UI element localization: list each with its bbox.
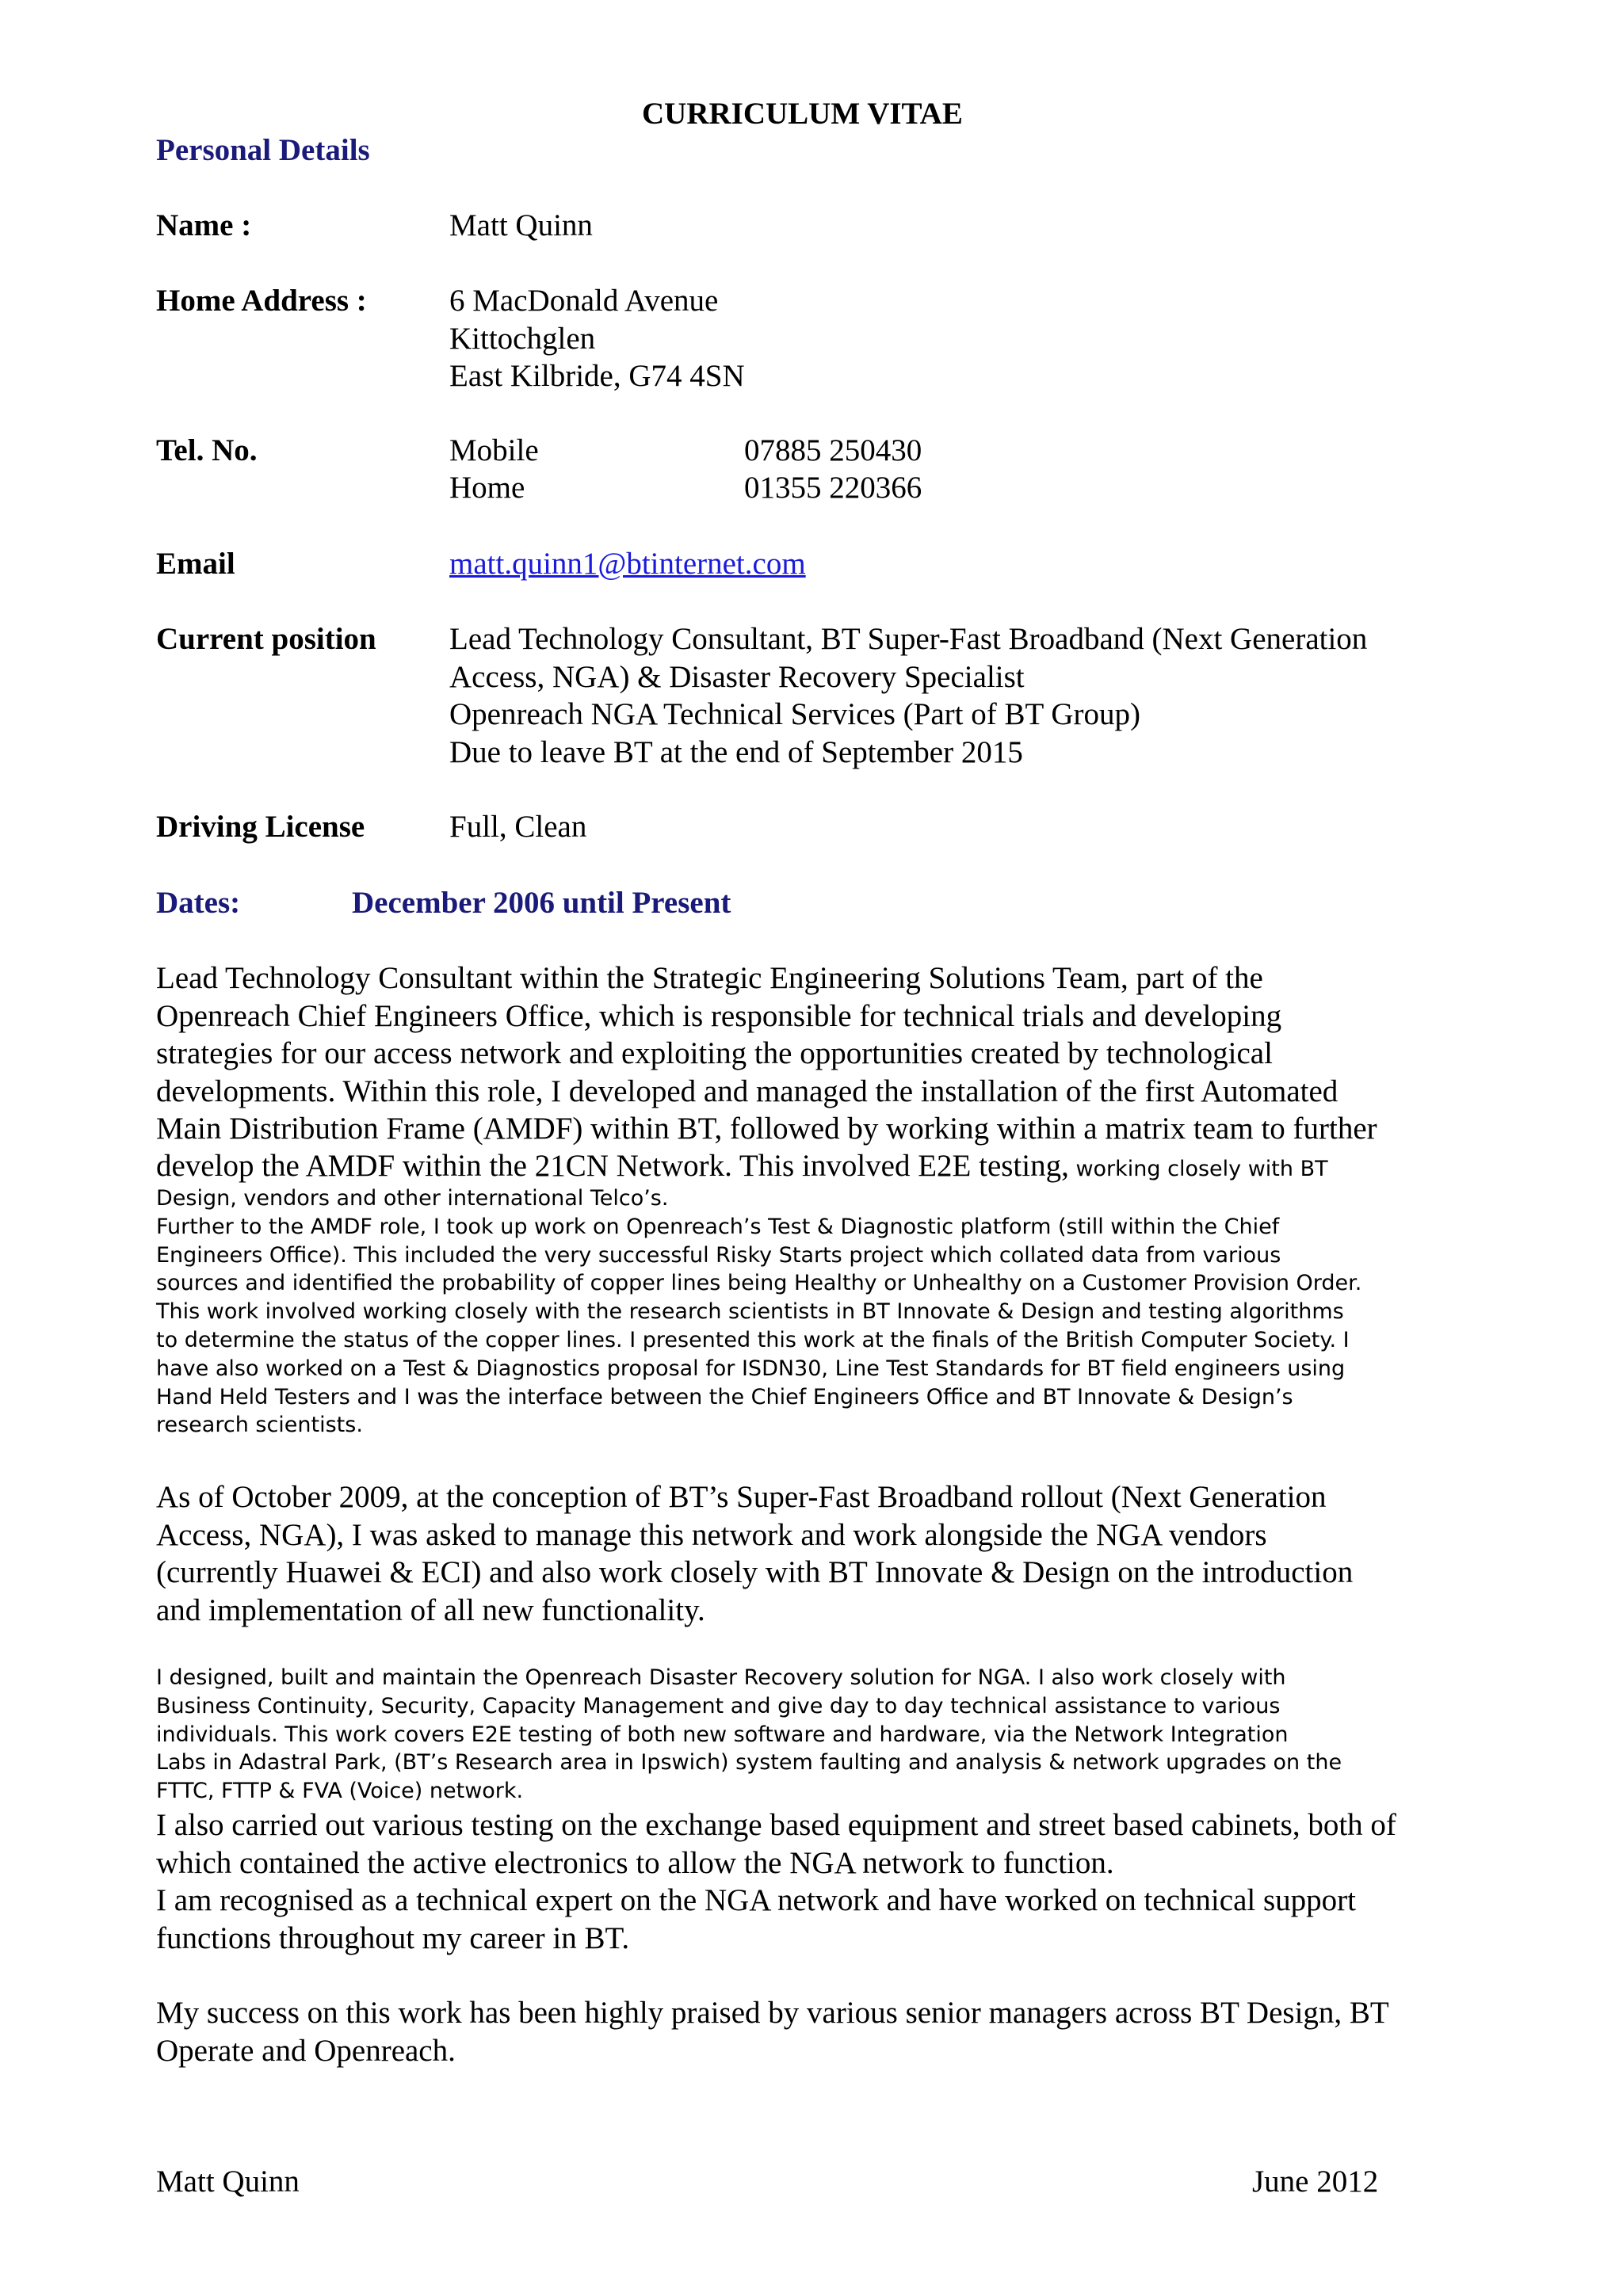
paragraph-line: Further to the AMDF role, I took up work on Openreach’s Test & Diagnostic platform (still within the Chief <box>156 1214 1280 1239</box>
paragraph-line: I designed, built and maintain the Openreach Disaster Recovery solution for NGA. I also work closely with <box>156 1665 1286 1690</box>
footer-name: Matt Quinn <box>156 2164 300 2199</box>
paragraph-mixed-sans: working closely with BT <box>1068 1157 1328 1181</box>
position-line: Access, NGA) & Disaster Recovery Specialist <box>449 659 1025 694</box>
phone-number-home: 01355 220366 <box>744 471 922 505</box>
phone-type-mobile: Mobile <box>449 433 539 467</box>
dates-label: Dates: <box>156 886 241 920</box>
dates-value: December 2006 until Present <box>352 886 731 920</box>
current-position-value <box>449 620 1367 771</box>
paragraph-line: individuals. This work covers E2E testing of both new software and hardware, via the Network Integration <box>156 1722 1289 1747</box>
tel-label: Tel. No. <box>156 433 258 467</box>
name-value: Matt Quinn <box>449 208 593 242</box>
position-line: Due to leave BT at the end of September 2015 <box>449 734 1023 769</box>
experience-paragraph-4 <box>156 1806 1396 1957</box>
paragraph-line: Openreach Chief Engineers Office, which is responsible for technical trials and developing <box>156 998 1282 1033</box>
position-line: Lead Technology Consultant, BT Super-Fast Broadband (Next Generation <box>449 622 1368 656</box>
paragraph-line: Hand Held Testers and I was the interface between the Chief Engineers Office and BT Innovate & Design’s <box>156 1384 1293 1409</box>
address-line: 6 MacDonald Avenue <box>449 284 719 318</box>
paragraph-line: to determine the status of the copper lines. I presented this work at the finals of the British Computer Society. I <box>156 1327 1350 1352</box>
paragraph-line: FTTC, FTTP & FVA (Voice) network. <box>156 1779 524 1804</box>
footer-date: June 2012 <box>1252 2164 1379 2199</box>
home-address-label: Home Address : <box>156 284 367 318</box>
paragraph-line: As of October 2009, at the conception of BT’s Super-Fast Broadband rollout (Next Generation <box>156 1480 1327 1514</box>
paragraph-line: Engineers Office). This included the very successful Risky Starts project which collated data from various <box>156 1242 1281 1268</box>
paragraph-line: Access, NGA), I was asked to manage this network and work alongside the NGA vendors <box>156 1517 1267 1552</box>
email-link[interactable]: matt.quinn1@btinternet.com <box>449 547 806 581</box>
address-line: East Kilbride, G74 4SN <box>449 359 745 393</box>
document-title: CURRICULUM VITAE <box>642 97 963 131</box>
paragraph-mixed-line <box>156 1147 1328 1185</box>
paragraph-line: Business Continuity, Security, Capacity Management and give day to day technical assistance to various <box>156 1693 1281 1718</box>
paragraph-line: My success on this work has been highly praised by various senior managers across BT Design, BT <box>156 1996 1389 2030</box>
paragraph-line: developments. Within this role, I developed and managed the installation of the first Automated <box>156 1074 1338 1108</box>
paragraph-line: have also worked on a Test & Diagnostics proposal for ISDN30, Line Test Standards for BT field engineers using <box>156 1356 1346 1381</box>
phone-number-mobile: 07885 250430 <box>744 433 922 467</box>
experience-paragraph-1-detail <box>156 1184 1361 1440</box>
paragraph-line: strategies for our access network and exploiting the opportunities created by technological <box>156 1036 1273 1070</box>
driving-license-value: Full, Clean <box>449 810 587 844</box>
personal-details-heading: Personal Details <box>156 133 370 167</box>
paragraph-line: research scientists. <box>156 1413 363 1438</box>
paragraph-line: This work involved working closely with the research scientists in BT Innovate & Design and testing algorithms <box>156 1299 1344 1325</box>
paragraph-line: I am recognised as a technical expert on the NGA network and have worked on technical support <box>156 1883 1356 1917</box>
experience-paragraph-1 <box>156 959 1377 1148</box>
experience-paragraph-3 <box>156 1664 1342 1806</box>
address-line: Kittochglen <box>449 321 596 356</box>
name-label: Name : <box>156 208 252 242</box>
home-address-value <box>449 282 745 395</box>
paragraph-line: Operate and Openreach. <box>156 2033 456 2068</box>
position-line: Openreach NGA Technical Services (Part of BT Group) <box>449 697 1140 731</box>
paragraph-line: Lead Technology Consultant within the Strategic Engineering Solutions Team, part of the <box>156 961 1263 995</box>
paragraph-line: Labs in Adastral Park, (BT’s Research area in Ipswich) system faulting and analysis & network upgrades on the <box>156 1750 1342 1775</box>
paragraph-line: sources and identified the probability of copper lines being Healthy or Unhealthy on a Customer Provision Order. <box>156 1271 1362 1296</box>
phone-type-home: Home <box>449 471 525 505</box>
paragraph-line: functions throughout my career in BT. <box>156 1920 630 1955</box>
paragraph-mixed-serif: develop the AMDF within the 21CN Network. This involved E2E testing, <box>156 1149 1069 1183</box>
experience-paragraph-5 <box>156 1994 1389 2069</box>
email-label: Email <box>156 547 235 581</box>
driving-license-label: Driving License <box>156 810 365 844</box>
paragraph-line: Main Distribution Frame (AMDF) within BT, followed by working within a matrix team to further <box>156 1112 1377 1146</box>
paragraph-line: (currently Huawei & ECI) and also work closely with BT Innovate & Design on the introduction <box>156 1555 1354 1589</box>
current-position-label: Current position <box>156 622 376 656</box>
experience-paragraph-2 <box>156 1478 1353 1629</box>
paragraph-line: Design, vendors and other international Telco’s. <box>156 1186 669 1211</box>
paragraph-line: and implementation of all new functionality. <box>156 1592 705 1627</box>
paragraph-line: which contained the active electronics to allow the NGA network to function. <box>156 1845 1114 1880</box>
paragraph-line: I also carried out various testing on the exchange based equipment and street based cabinets, both of <box>156 1808 1396 1842</box>
